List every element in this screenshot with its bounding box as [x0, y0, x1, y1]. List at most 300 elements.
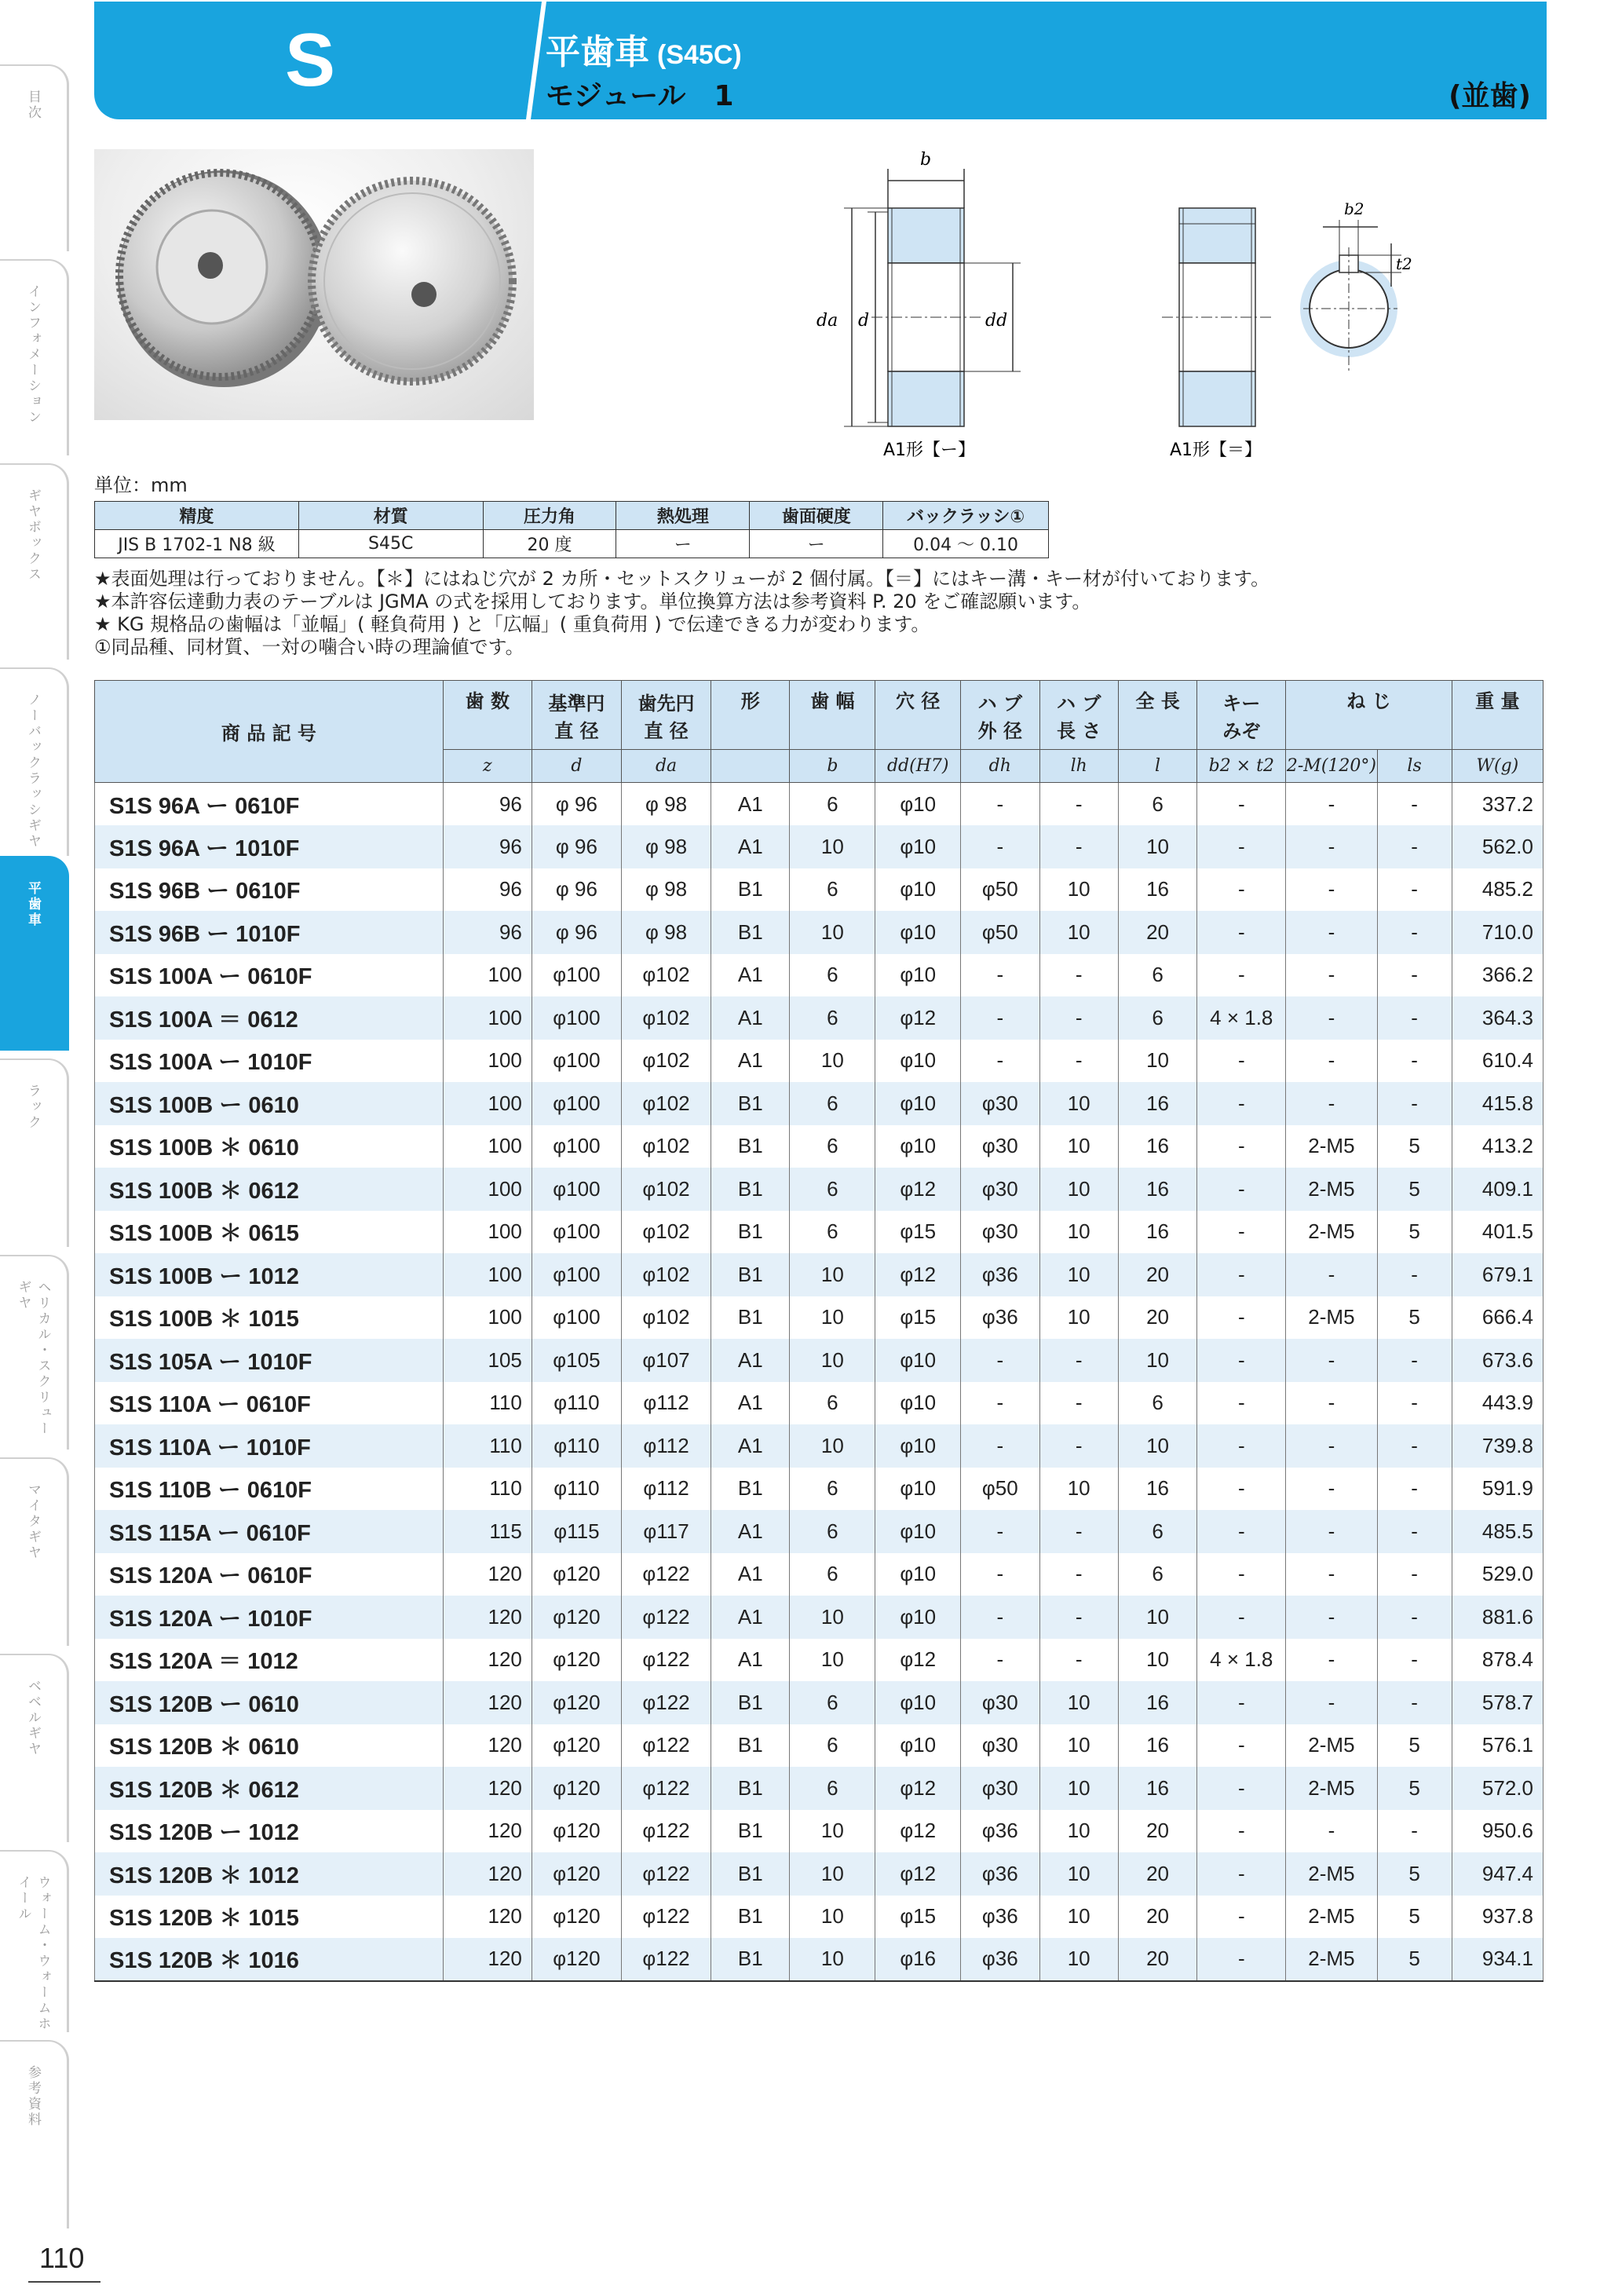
table-cell: -	[1197, 1852, 1286, 1896]
sidebar-item-label: ギヤボックス	[25, 488, 41, 583]
sidebar-item-gearbox[interactable]	[0, 463, 69, 660]
symbol-dd: dd(H7)	[875, 750, 961, 783]
table-cell: 5	[1377, 1296, 1452, 1340]
header-face-width: 歯 幅	[790, 681, 875, 750]
spec-header-material: 材質	[298, 502, 483, 530]
table-cell: φ100	[532, 1253, 621, 1296]
product-code: S1S 120A ＝ 1012	[95, 1639, 444, 1682]
page-number: 110	[39, 2242, 85, 2274]
table-cell: 120	[443, 1810, 532, 1853]
table-cell: φ 96	[532, 825, 621, 868]
table-cell: φ102	[621, 1253, 711, 1296]
table-cell: φ100	[532, 1082, 621, 1125]
table-cell: -	[1286, 1681, 1377, 1724]
table-row	[95, 911, 1543, 954]
table-cell: 6	[790, 1767, 875, 1810]
table-row	[95, 1339, 1543, 1382]
table-cell: φ36	[961, 1938, 1039, 1981]
table-cell: -	[961, 1639, 1039, 1682]
table-cell: φ12	[875, 996, 961, 1040]
symbol-l: l	[1118, 750, 1196, 783]
table-cell: 10	[1039, 1211, 1118, 1254]
table-cell: φ120	[532, 1681, 621, 1724]
table-cell: -	[1197, 954, 1286, 997]
table-cell: -	[1197, 1468, 1286, 1511]
table-cell: 120	[443, 1852, 532, 1896]
sidebar-item-label: ヘリカル・スクリューギヤ	[15, 1280, 51, 1437]
table-cell: A1	[711, 1040, 790, 1083]
a1-double-view	[1162, 199, 1412, 426]
table-cell: 10	[1118, 1596, 1196, 1639]
table-cell: φ10	[875, 1082, 961, 1125]
table-row	[95, 996, 1543, 1040]
sidebar-item-reference[interactable]	[0, 2040, 69, 2228]
table-cell: A1	[711, 996, 790, 1040]
table-cell: A1	[711, 1382, 790, 1425]
sidebar-item-contents[interactable]	[0, 64, 69, 251]
dim-label-d: d	[858, 311, 870, 331]
spec-header-heat-treatment: 熱処理	[616, 502, 750, 530]
table-cell: 10	[1039, 1082, 1118, 1125]
table-cell: 16	[1118, 1681, 1196, 1724]
notes	[94, 568, 1269, 659]
table-cell: 20	[1118, 1852, 1196, 1896]
product-code: S1S 96B ー 0610F	[95, 868, 444, 912]
spec-value: ー	[616, 530, 750, 558]
table-cell: -	[1197, 1040, 1286, 1083]
table-cell: 2-M5	[1286, 1724, 1377, 1768]
table-cell: 6	[1118, 783, 1196, 826]
table-cell: -	[1197, 1681, 1286, 1724]
header-hub-diameter	[961, 681, 1039, 750]
table-row	[95, 1681, 1543, 1724]
table-cell: 6	[790, 1211, 875, 1254]
product-photo	[94, 149, 534, 420]
table-cell: 16	[1118, 1125, 1196, 1168]
table-cell: φ16	[875, 1938, 961, 1981]
table-cell: -	[1377, 1553, 1452, 1596]
sidebar-item-bevel[interactable]	[0, 1654, 69, 1842]
table-row	[95, 1211, 1543, 1254]
table-cell: φ12	[875, 1639, 961, 1682]
product-code: S1S 100A ー 1010F	[95, 1040, 444, 1083]
table-cell: φ112	[621, 1424, 711, 1468]
table-cell: φ100	[532, 996, 621, 1040]
table-row	[95, 783, 1543, 826]
table-cell: φ 98	[621, 783, 711, 826]
table-cell: 6	[790, 1382, 875, 1425]
table-row	[95, 1596, 1543, 1639]
table-cell: φ102	[621, 1168, 711, 1211]
table-cell: -	[1039, 1553, 1118, 1596]
table-cell: -	[961, 1553, 1039, 1596]
table-cell: 96	[443, 783, 532, 826]
table-cell: 120	[443, 1639, 532, 1682]
table-cell: 96	[443, 825, 532, 868]
table-cell: 6	[1118, 954, 1196, 997]
table-row	[95, 954, 1543, 997]
table-cell: 10	[1039, 1810, 1118, 1853]
spec-header-hardness: 歯面硬度	[750, 502, 883, 530]
symbol-d: d	[532, 750, 621, 783]
table-cell: φ115	[532, 1510, 621, 1553]
sidebar-item-label: ノーバックラッシギヤ	[25, 693, 41, 850]
table-cell: 100	[443, 1296, 532, 1340]
table-cell: 120	[443, 1724, 532, 1768]
table-cell: -	[1197, 1296, 1286, 1340]
table-cell: -	[961, 1040, 1039, 1083]
table-cell: -	[1286, 1596, 1377, 1639]
table-cell: -	[1197, 911, 1286, 954]
table-cell: 6	[790, 783, 875, 826]
product-code: S1S 120B ー 1012	[95, 1810, 444, 1853]
table-cell: 20	[1118, 1810, 1196, 1853]
table-cell: 2-M5	[1286, 1211, 1377, 1254]
product-code: S1S 100B ＊ 0612	[95, 1168, 444, 1211]
table-cell: φ10	[875, 1339, 961, 1382]
table-cell: 337.2	[1452, 783, 1543, 826]
table-row	[95, 868, 1543, 912]
module-subtitle: モジュール 1	[546, 80, 734, 112]
table-cell: φ120	[532, 1724, 621, 1768]
header-line: 歯先円	[637, 692, 695, 715]
table-row	[95, 1125, 1543, 1168]
table-cell: -	[1286, 868, 1377, 912]
sidebar-item-label: 目次	[25, 90, 41, 121]
header-total-length: 全 長	[1118, 681, 1196, 750]
table-cell: 2-M5	[1286, 1296, 1377, 1340]
table-cell: -	[1286, 1639, 1377, 1682]
header-line: キー	[1222, 692, 1261, 715]
spec-header-precision: 精度	[95, 502, 299, 530]
table-cell: -	[1377, 1810, 1452, 1853]
product-code: S1S 100B ＊ 0615	[95, 1211, 444, 1254]
note-line: ★本許容伝達動力表のテーブルは JGMA の式を採用しております。単位換算方法は参考資料 P. 20 をご確認願います。	[94, 590, 1091, 612]
table-cell: φ112	[621, 1382, 711, 1425]
product-code: S1S 110A ー 0610F	[95, 1382, 444, 1425]
table-row	[95, 1896, 1543, 1939]
table-cell: 6	[790, 1468, 875, 1511]
table-cell: -	[1197, 1938, 1286, 1981]
sidebar-item-label: マイタギヤ	[25, 1483, 41, 1561]
table-cell: φ117	[621, 1510, 711, 1553]
table-cell: -	[1377, 783, 1452, 826]
spec-value: JIS B 1702-1 N8 級	[95, 530, 299, 558]
table-cell: 110	[443, 1468, 532, 1511]
table-cell: 710.0	[1452, 911, 1543, 954]
table-cell: 415.8	[1452, 1082, 1543, 1125]
table-cell: 10	[1039, 1724, 1118, 1768]
table-cell: 100	[443, 1253, 532, 1296]
table-cell: 110	[443, 1382, 532, 1425]
product-code: S1S 100A ー 0610F	[95, 954, 444, 997]
symbol-key: b2 × t2	[1197, 750, 1286, 783]
table-cell: -	[1377, 1253, 1452, 1296]
table-cell: φ10	[875, 954, 961, 997]
table-cell: -	[1039, 1040, 1118, 1083]
table-cell: φ 98	[621, 868, 711, 912]
table-cell: 10	[790, 1810, 875, 1853]
header-keyway	[1197, 681, 1286, 750]
table-cell: B1	[711, 1810, 790, 1853]
symbol-ls: ls	[1377, 750, 1452, 783]
table-cell: φ 98	[621, 825, 711, 868]
table-cell: 10	[790, 825, 875, 868]
table-cell: φ120	[532, 1810, 621, 1853]
table-cell: A1	[711, 1339, 790, 1382]
table-cell: 100	[443, 1082, 532, 1125]
sidebar-item-information[interactable]	[0, 259, 69, 455]
table-cell: φ122	[621, 1767, 711, 1810]
table-cell: φ122	[621, 1852, 711, 1896]
table-cell: -	[1377, 1510, 1452, 1553]
table-cell: φ120	[532, 1553, 621, 1596]
table-cell: 5	[1377, 1724, 1452, 1768]
sidebar-item-no-backlash[interactable]	[0, 667, 69, 856]
header-bore: 穴 径	[875, 681, 961, 750]
table-cell: 2-M5	[1286, 1767, 1377, 1810]
table-cell: 100	[443, 1040, 532, 1083]
table-cell: 115	[443, 1510, 532, 1553]
table-cell: φ110	[532, 1468, 621, 1511]
table-cell: 576.1	[1452, 1724, 1543, 1768]
sidebar-item-label: 参考資料	[25, 2065, 41, 2128]
product-code: S1S 120B ＊ 0610	[95, 1724, 444, 1768]
caption-a1-single: A1形【ー】	[883, 441, 976, 460]
material-tag: (S45C)	[657, 40, 742, 70]
table-cell: φ30	[961, 1211, 1039, 1254]
table-cell: -	[1286, 783, 1377, 826]
table-cell: -	[1286, 1382, 1377, 1425]
table-cell: 10	[1039, 1125, 1118, 1168]
symbol-dh: dh	[961, 750, 1039, 783]
header-line: 外 径	[977, 719, 1022, 742]
table-cell: φ122	[621, 1639, 711, 1682]
table-cell: -	[1197, 825, 1286, 868]
table-cell: 6	[790, 1168, 875, 1211]
header-tip-diameter	[621, 681, 711, 750]
table-row	[95, 1639, 1543, 1682]
table-cell: -	[1197, 1896, 1286, 1939]
table-cell: 937.8	[1452, 1896, 1543, 1939]
table-cell: -	[1039, 1424, 1118, 1468]
product-code: S1S 120B ＊ 0612	[95, 1767, 444, 1810]
table-cell: -	[1197, 1424, 1286, 1468]
table-cell: 6	[790, 1082, 875, 1125]
table-cell: φ30	[961, 1082, 1039, 1125]
table-cell: 591.9	[1452, 1468, 1543, 1511]
table-row	[95, 1510, 1543, 1553]
table-row	[95, 1852, 1543, 1896]
table-cell: φ100	[532, 1296, 621, 1340]
table-cell: B1	[711, 1681, 790, 1724]
table-cell: -	[1377, 1040, 1452, 1083]
table-cell: φ122	[621, 1553, 711, 1596]
table-cell: φ10	[875, 783, 961, 826]
table-cell: 364.3	[1452, 996, 1543, 1040]
table-cell: 20	[1118, 1938, 1196, 1981]
table-cell: φ10	[875, 1596, 961, 1639]
product-code: S1S 100B ー 1012	[95, 1253, 444, 1296]
table-cell: φ102	[621, 954, 711, 997]
table-cell: φ10	[875, 1724, 961, 1768]
table-cell: φ120	[532, 1596, 621, 1639]
header-code: 商 品 記 号	[95, 681, 444, 783]
spec-value-row	[95, 530, 1049, 558]
table-cell: -	[1286, 1082, 1377, 1125]
table-cell: 16	[1118, 868, 1196, 912]
table-cell: 110	[443, 1424, 532, 1468]
table-cell: -	[1197, 1553, 1286, 1596]
table-cell: φ100	[532, 1168, 621, 1211]
table-cell: -	[1286, 1553, 1377, 1596]
product-code: S1S 110B ー 0610F	[95, 1468, 444, 1511]
table-cell: 950.6	[1452, 1810, 1543, 1853]
table-cell: 10	[1118, 1339, 1196, 1382]
table-cell: φ36	[961, 1896, 1039, 1939]
dim-label-da: da	[816, 311, 838, 331]
symbol-da: da	[621, 750, 711, 783]
table-cell: φ120	[532, 1767, 621, 1810]
table-cell: φ10	[875, 868, 961, 912]
product-code: S1S 105A ー 1010F	[95, 1339, 444, 1382]
table-cell: φ50	[961, 911, 1039, 954]
table-cell: B1	[711, 911, 790, 954]
header-line: ハ ブ	[977, 692, 1022, 715]
table-cell: B1	[711, 1253, 790, 1296]
table-cell: 10	[1039, 1938, 1118, 1981]
table-row	[95, 1767, 1543, 1810]
table-cell: 562.0	[1452, 825, 1543, 868]
product-code: S1S 120B ＊ 1012	[95, 1852, 444, 1896]
note-line: ①同品種、同材質、一対の噛合い時の理論値です。	[94, 636, 524, 658]
table-cell: φ 96	[532, 868, 621, 912]
caption-a1-double: A1形【＝】	[1170, 441, 1262, 460]
table-cell: 10	[790, 1339, 875, 1382]
sidebar-item-label: インフォメーション	[25, 284, 41, 426]
table-cell: 529.0	[1452, 1553, 1543, 1596]
table-cell: 947.4	[1452, 1852, 1543, 1896]
table-cell: -	[1377, 1382, 1452, 1425]
table-cell: 578.7	[1452, 1681, 1543, 1724]
unit-label: 単位：mm	[94, 474, 188, 496]
sidebar-item-miter[interactable]	[0, 1457, 69, 1646]
table-cell: -	[1286, 1339, 1377, 1382]
table-cell: φ120	[532, 1852, 621, 1896]
spec-header-row	[95, 502, 1049, 530]
table-cell: φ30	[961, 1724, 1039, 1768]
table-cell: φ100	[532, 954, 621, 997]
table-cell: -	[1197, 1767, 1286, 1810]
table-cell: φ10	[875, 1040, 961, 1083]
table-cell: 16	[1118, 1082, 1196, 1125]
table-cell: -	[1039, 1382, 1118, 1425]
spec-value: ー	[750, 530, 883, 558]
series-badge: S	[284, 18, 336, 102]
table-cell: -	[1039, 1339, 1118, 1382]
table-cell: φ12	[875, 1168, 961, 1211]
table-cell: φ10	[875, 1468, 961, 1511]
table-row	[95, 825, 1543, 868]
table-cell: φ102	[621, 1296, 711, 1340]
sidebar-item-rack[interactable]	[0, 1058, 69, 1247]
sidebar-item-worm[interactable]	[0, 1850, 69, 2032]
table-cell: -	[1377, 1424, 1452, 1468]
table-cell: φ36	[961, 1810, 1039, 1853]
table-cell: φ10	[875, 825, 961, 868]
table-cell: φ10	[875, 1553, 961, 1596]
table-cell: -	[1197, 1082, 1286, 1125]
table-cell: φ10	[875, 1510, 961, 1553]
sidebar-item-helical[interactable]	[0, 1255, 69, 1450]
table-cell: -	[1377, 996, 1452, 1040]
table-cell: 443.9	[1452, 1382, 1543, 1425]
table-cell: 366.2	[1452, 954, 1543, 997]
product-code: S1S 100B ー 0610	[95, 1082, 444, 1125]
table-cell: -	[961, 1339, 1039, 1382]
table-cell: 739.8	[1452, 1424, 1543, 1468]
product-code: S1S 110A ー 1010F	[95, 1424, 444, 1468]
sidebar-item-spur-gear[interactable]	[0, 856, 69, 1051]
table-cell: φ 96	[532, 911, 621, 954]
table-cell: 413.2	[1452, 1125, 1543, 1168]
table-cell: φ10	[875, 1681, 961, 1724]
table-cell: 20	[1118, 1896, 1196, 1939]
product-code: S1S 100B ＊ 1015	[95, 1296, 444, 1340]
table-cell: A1	[711, 1510, 790, 1553]
table-cell: φ30	[961, 1168, 1039, 1211]
product-code: S1S 120A ー 1010F	[95, 1596, 444, 1639]
a1-single-view	[816, 150, 1021, 467]
sidebar-item-label: ラック	[25, 1084, 41, 1131]
table-cell: -	[1377, 911, 1452, 954]
table-cell: φ15	[875, 1896, 961, 1939]
table-cell: φ12	[875, 1852, 961, 1896]
spec-value: 20 度	[483, 530, 616, 558]
table-cell: 485.5	[1452, 1510, 1543, 1553]
symbol-screw: 2-M(120°)	[1286, 750, 1377, 783]
table-cell: φ10	[875, 911, 961, 954]
table-cell: 10	[790, 1639, 875, 1682]
table-cell: A1	[711, 1596, 790, 1639]
table-cell: B1	[711, 1468, 790, 1511]
product-code: S1S 96B ー 1010F	[95, 911, 444, 954]
product-code: S1S 100A ＝ 0612	[95, 996, 444, 1040]
product-rows	[95, 783, 1543, 1981]
dim-label-b2: b2	[1344, 199, 1364, 218]
table-cell: -	[1039, 825, 1118, 868]
header-line: 長 さ	[1057, 719, 1101, 742]
table-cell: -	[1197, 1510, 1286, 1553]
table-cell: φ50	[961, 868, 1039, 912]
sidebar-item-label: ベベルギヤ	[25, 1679, 41, 1757]
table-cell: 16	[1118, 1468, 1196, 1511]
table-cell: -	[1039, 783, 1118, 826]
table-cell: -	[1286, 825, 1377, 868]
table-cell: 2-M5	[1286, 1896, 1377, 1939]
product-code: S1S 120B ＊ 1015	[95, 1896, 444, 1939]
table-cell: A1	[711, 1424, 790, 1468]
table-cell: -	[1197, 1810, 1286, 1853]
table-cell: -	[1286, 1510, 1377, 1553]
table-cell: -	[1197, 1125, 1286, 1168]
spec-value: 0.04 ～ 0.10	[883, 530, 1049, 558]
table-cell: 572.0	[1452, 1767, 1543, 1810]
table-row	[95, 1724, 1543, 1768]
table-cell: 10	[790, 1938, 875, 1981]
table-cell: 10	[1039, 1296, 1118, 1340]
table-cell: φ50	[961, 1468, 1039, 1511]
